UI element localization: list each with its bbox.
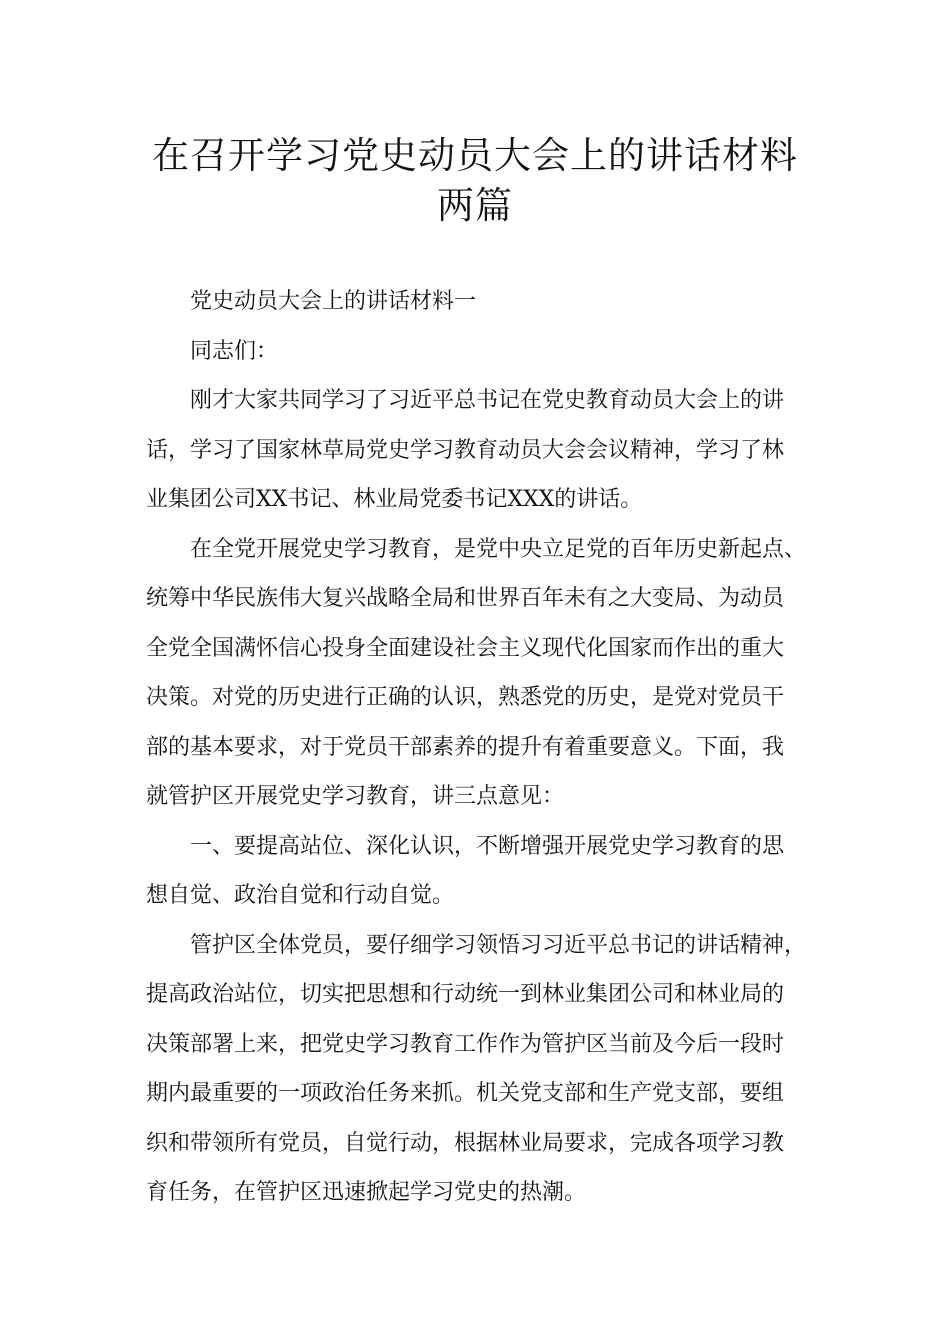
paragraph bbox=[146, 921, 826, 1218]
paragraph-line: 部的基本要求，对于党员干部素养的提升有着重要意义。下面，我 bbox=[146, 734, 785, 760]
paragraph-line: 管护区全体党员，要仔细学习领悟习习近平总书记的讲话精神， bbox=[190, 932, 807, 958]
paragraph bbox=[146, 822, 826, 921]
paragraph-line: 话，学习了国家林草局党史学习教育动员大会会议精神，学习了林 bbox=[146, 437, 785, 463]
paragraph bbox=[146, 327, 826, 377]
paragraph-line: 同志们： bbox=[190, 338, 279, 364]
paragraph bbox=[146, 525, 826, 822]
paragraph-line: 织和带领所有党员，自觉行动，根据林业局要求，完成各项学习教 bbox=[146, 1130, 785, 1156]
paragraph-line: 提高政治站位，切实把思想和行动统一到林业集团公司和林业局的 bbox=[146, 982, 785, 1007]
paragraph-line: 刚才大家共同学习了习近平总书记在党史教育动员大会上的讲 bbox=[190, 388, 785, 413]
paragraph-line: 育任务，在管护区迅速掀起学习党史的热潮。 bbox=[146, 1180, 587, 1205]
paragraph-line: 决策。对党的历史进行正确的认识，熟悉党的历史，是党对党员干 bbox=[146, 685, 785, 710]
paragraph-line: 统筹中华民族伟大复兴战略全局和世界百年未有之大变局、为动员 bbox=[146, 586, 785, 611]
paragraph-line: 业集团公司XX书记、林业局党委书记XXX的讲话。 bbox=[146, 487, 643, 512]
paragraph-line: 决策部署上来，把党史学习教育工作作为管护区当前及今后一段时 bbox=[146, 1031, 785, 1057]
paragraph-line: 一、要提高站位、深化认识，不断增强开展党史学习教育的思 bbox=[190, 833, 785, 859]
paragraph bbox=[146, 376, 826, 525]
paragraph-line: 全党全国满怀信心投身全面建设社会主义现代化国家而作出的重大 bbox=[146, 635, 785, 661]
paragraph-line: 就管护区开展党史学习教育，讲三点意见： bbox=[146, 784, 565, 809]
paragraph-line: 党史动员大会上的讲话材料一 bbox=[190, 289, 477, 314]
document-title-line-2: 两篇 bbox=[437, 184, 513, 227]
paragraph-line: 在全党开展党史学习教育，是党中央立足党的百年历史新起点、 bbox=[190, 536, 807, 562]
paragraph-line: 想自觉、政治自觉和行动自觉。 bbox=[146, 883, 455, 908]
paragraph bbox=[146, 277, 826, 327]
document-body bbox=[146, 277, 826, 1218]
document-title-line-1: 在召开学习党史动员大会上的讲话材料 bbox=[152, 134, 798, 177]
paragraph-line: 期内最重要的一项政治任务来抓。机关党支部和生产党支部，要组 bbox=[146, 1081, 785, 1106]
